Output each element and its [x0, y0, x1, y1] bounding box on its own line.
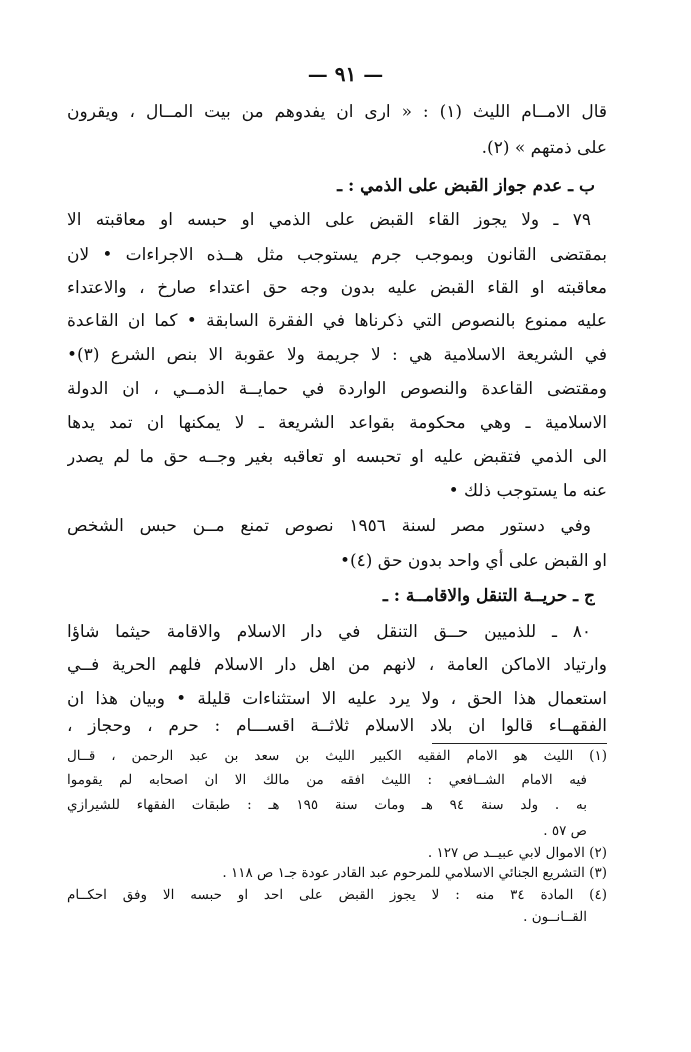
footnote-divider [432, 743, 607, 744]
intro-line: على ذمتهم » (٢). [481, 138, 607, 158]
paragraph-line: وارتياد الاماكن العامة ، لانهم من اهل دار الاسلام فلهم الحرية فــي [67, 655, 607, 675]
intro-line: قال الامــام الليث (١) : « ارى ان يفدوهم من بيت المــال ، ويقرون [67, 102, 607, 122]
footnote-line: ص ٥٧ . [543, 823, 587, 839]
footnote-line: (١) الليث هو الامام الفقيه الكبير الليث بن سعد بن عبد الرحمن ، قــال [67, 748, 607, 764]
section-heading-b: ب ـ عدم جواز القبض على الذمي : ـ [337, 176, 595, 196]
paragraph-line: الى الذمي فتقبض عليه او تحبسه او تعاقبه بغير وجــه حق ما لم يصدر [67, 447, 607, 467]
paragraph-line: الاسلامية ـ وهي محكومة بقواعد الشريعة ـ لا يمكنها ان تمد يدها [67, 413, 607, 433]
paragraph-line: في الشريعة الاسلامية هي : لا جريمة ولا عقوبة الا بنص الشرع (٣)• [67, 345, 607, 365]
paragraph-line: ومقتضى القاعدة والنصوص الواردة في حمايــة الذمــي ، ان الدولة [67, 379, 607, 399]
paragraph-line: استعمال هذا الحق ، ولا يرد عليه الا استثناءات قليلة • وبيان هذا ان [67, 689, 607, 709]
paragraph-line: معاقبته او القاء القبض عليه بدون وجه حق اعتداء صارخ ، والاعتداء [67, 278, 607, 298]
footnote-line: القــانــون . [523, 909, 587, 925]
paragraph-line: عنه ما يستوجب ذلك • [448, 481, 607, 501]
paragraph-line: وفي دستور مصر لسنة ١٩٥٦ نصوص تمنع مــن حبس الشخص [67, 516, 591, 536]
footnote-line: (٣) التشريع الجنائي الاسلامي للمرحوم عبد القادر عودة جـ١ ص ١١٨ . [222, 865, 607, 881]
paragraph-line: عليه ممنوع بالنصوص التي ذكرناها في الفقرة السابقة • كما ان القاعدة [67, 311, 607, 331]
section-heading-c: ج ـ حريــة التنقل والاقامــة : ـ [382, 586, 595, 606]
footnote-line: (٤) المادة ٣٤ منه : لا يجوز القبض على احد او حبسه الا وفق احكــام [67, 887, 607, 903]
paragraph-line: ٧٩ ـ ولا يجوز القاء القبض على الذمي او حبسه او معاقبته الا [67, 210, 591, 230]
page-number: — ٩١ — [307, 62, 384, 86]
paragraph-line: ٨٠ ـ للذميين حــق التنقل في دار الاسلام والاقامة حيثما شاؤا [67, 622, 591, 642]
footnote-line: به . ولد سنة ٩٤ هـ ومات سنة ١٩٥ هـ : طبقات الفقهاء للشيرازي [67, 797, 587, 813]
paragraph-line: الفقهــاء قالوا ان بلاد الاسلام ثلاثــة اقســـام : حرم ، وحجاز ، [67, 716, 607, 736]
footnote-line: (٢) الاموال لابي عبيــد ص ١٢٧ . [427, 845, 607, 861]
footnote-line: فيه الامام الشــافعي : الليث افقه من مالك الا ان اصحابه لم يقوموا [67, 772, 587, 788]
paragraph-line: او القبض على أي واحد بدون حق (٤)• [339, 551, 607, 571]
paragraph-line: بمقتضى القانون وبموجب جرم يستوجب مثل هــذه الاجراءات • لان [67, 245, 607, 265]
